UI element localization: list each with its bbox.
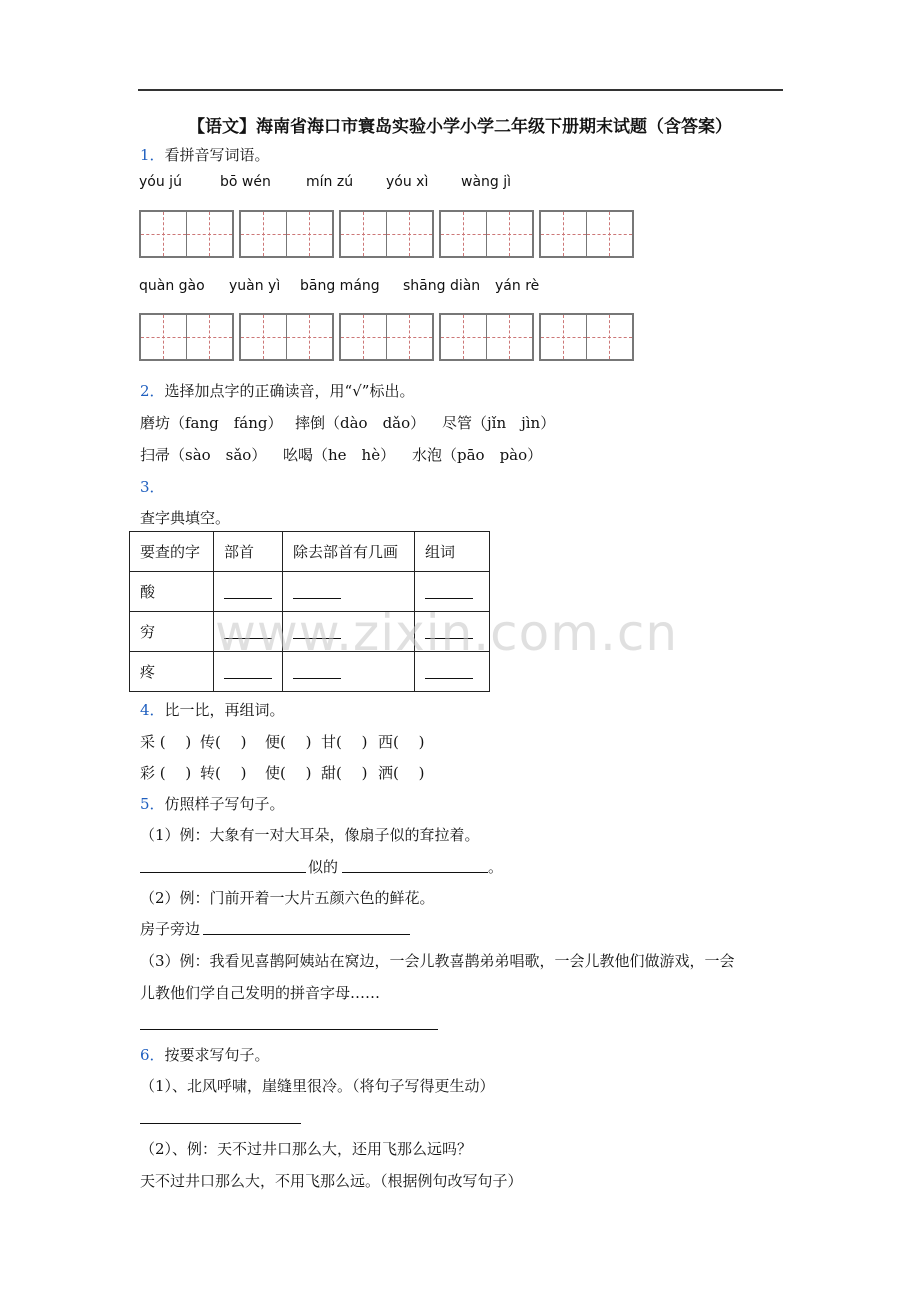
pinyin-row-1-item: mín zú (306, 174, 354, 190)
tianzige-row-2 (139, 313, 639, 361)
table-header: 组词 (415, 532, 490, 572)
answer-line[interactable] (140, 1029, 438, 1030)
answer-blank[interactable] (224, 660, 272, 679)
answer-blank[interactable] (293, 660, 341, 679)
table-header-row (130, 532, 490, 572)
writing-box[interactable] (539, 210, 634, 258)
example-sentence: 儿教他们学自己发明的拼音字母…… (140, 984, 381, 1002)
writing-box[interactable] (239, 210, 334, 258)
table-header: 除去部首有几画 (283, 532, 415, 572)
question-number: 6． (140, 1046, 165, 1064)
pinyin-row-2-item: shāng diàn (403, 278, 481, 294)
template-text: 。 (488, 858, 504, 876)
example-sentence: （3）例：我看见喜鹊阿姨站在窝边，一会儿教喜鹊弟弟唱歌，一会儿教他们做游戏，一会 (140, 952, 735, 970)
table-character: 穷 (130, 612, 214, 652)
question-2 (140, 380, 414, 401)
table-header: 要查的字 (130, 532, 214, 572)
compare-item[interactable]: 西( ) (378, 733, 425, 751)
question-text: 看拼音写词语。 (164, 146, 270, 164)
table-character: 酸 (130, 572, 214, 612)
question-3 (140, 476, 165, 497)
template-text: 房子旁边 (140, 920, 201, 938)
question-4 (140, 699, 285, 720)
question-text: 选择加点字的正确读音，用“√”标出。 (164, 382, 415, 400)
compare-item[interactable]: 甘( ) (321, 733, 368, 751)
pinyin-row-2-item: bāng máng (300, 278, 380, 294)
question-text: 查字典填空。 (140, 509, 231, 527)
compare-item[interactable]: 彩 ( ) (140, 764, 192, 782)
writing-box[interactable] (139, 313, 234, 361)
compare-item[interactable]: 便( ) (265, 733, 312, 751)
writing-box[interactable] (339, 313, 434, 361)
sentence-task: （2）、例：天不过井口那么大，还用飞那么远吗？ (140, 1140, 473, 1158)
question-text: 仿照样子写句子。 (164, 795, 285, 813)
question-number: 4． (140, 701, 165, 719)
table-character: 疼 (130, 652, 214, 692)
pinyin-row-1-item: wàng jì (461, 174, 512, 190)
pinyin-row-1-item: yóu jú (139, 174, 182, 190)
answer-blank[interactable] (224, 580, 272, 599)
template-text: 似的 (308, 858, 339, 876)
question-text: 按要求写句子。 (164, 1046, 270, 1064)
question-number: 5． (140, 795, 165, 813)
pronunciation-option[interactable]: 磨坊（fang fáng） (140, 414, 283, 432)
writing-box[interactable] (439, 313, 534, 361)
question-1 (140, 144, 270, 165)
watermark: www.zixin.com.cn (215, 604, 679, 662)
compare-item[interactable]: 洒( ) (378, 764, 425, 782)
pinyin-row-2-item: quàn gào (139, 278, 205, 294)
example-sentence: （1）例：大象有一对大耳朵，像扇子似的耷拉着。 (140, 826, 480, 844)
sentence-task: （1）、北风呼啸，崖缝里很冷。（将句子写得更生动） (140, 1077, 495, 1095)
pronunciation-option[interactable]: 水泡（pāo pào） (412, 446, 543, 464)
answer-blank[interactable] (425, 580, 473, 599)
answer-blank[interactable] (293, 580, 341, 599)
table-header: 部首 (214, 532, 283, 572)
question-number: 2． (140, 382, 165, 400)
compare-item[interactable]: 甜( ) (321, 764, 368, 782)
answer-line[interactable] (342, 872, 488, 873)
question-number: 3． (140, 478, 165, 496)
answer-line[interactable] (140, 872, 306, 873)
compare-item[interactable]: 转( ) (200, 764, 247, 782)
answer-line[interactable] (140, 1123, 301, 1124)
writing-box[interactable] (139, 210, 234, 258)
pinyin-row-2-item: yán rè (495, 278, 540, 294)
pinyin-row-2-item: yuàn yì (229, 278, 281, 294)
answer-line[interactable] (203, 934, 410, 935)
question-number: 1． (140, 146, 165, 164)
writing-box[interactable] (439, 210, 534, 258)
sentence-task: 天不过井口那么大，不用飞那么远。（根据例句改写句子） (140, 1172, 523, 1190)
question-5 (140, 793, 285, 814)
top-rule (138, 89, 783, 91)
pronunciation-option[interactable]: 尽管（jǐn jìn） (442, 414, 556, 432)
pronunciation-option[interactable]: 扫帚（sào sǎo） (140, 446, 267, 464)
answer-blank[interactable] (425, 660, 473, 679)
writing-box[interactable] (239, 313, 334, 361)
pronunciation-option[interactable]: 吆喝（he hè） (283, 446, 396, 464)
question-text: 比一比，再组词。 (164, 701, 285, 719)
writing-box[interactable] (539, 313, 634, 361)
tianzige-row-1 (139, 210, 639, 258)
pinyin-row-1-item: bō wén (220, 174, 271, 190)
compare-item[interactable]: 使( ) (265, 764, 312, 782)
pronunciation-option[interactable]: 摔倒（dào dǎo） (295, 414, 426, 432)
page-title: 【语文】海南省海口市寰岛实验小学小学二年级下册期末试题（含答案） (188, 117, 732, 137)
compare-item[interactable]: 传( ) (200, 733, 247, 751)
compare-item[interactable]: 采 ( ) (140, 733, 192, 751)
question-6 (140, 1044, 270, 1065)
writing-box[interactable] (339, 210, 434, 258)
pinyin-row-1-item: yóu xì (386, 174, 429, 190)
example-sentence: （2）例：门前开着一大片五颜六色的鲜花。 (140, 889, 435, 907)
